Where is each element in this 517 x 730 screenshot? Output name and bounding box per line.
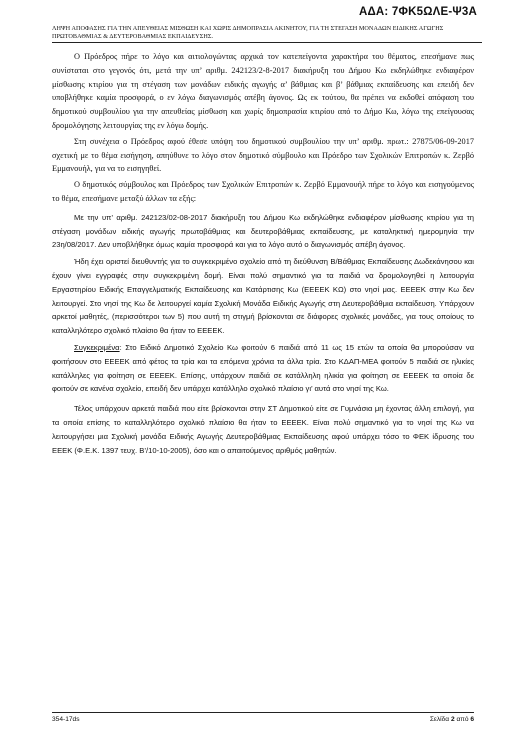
paragraph-councillor: Ο δημοτικός σύμβουλος και Πρόεδρος των Σχολικών Επιτροπών κ. Ζερβό Εμμανουήλ πήρε το λόγο και εισηγούμενος το θέμα, επεσήμανε μεταξύ άλλων τα εξής:: [52, 180, 474, 203]
document-body: [52, 50, 474, 463]
document-code: 354-17ds: [52, 716, 80, 723]
paragraph-conclusion: Τέλος υπάρχουν αρκετά παιδιά που είτε βρίσκονται στην ΣΤ Δημοτικού είτε σε Γυμνάσια μη έχοντας άλλη επιλογή, για τα οποία επίσης το καταλληλότερο σχολικό πλαίσιο θα ήταν το ΕΕΕΕΚ. Είναι πολύ σημαντικό για το νησί της Κω να λειτουργήσει μια Σχολική μονάδα Ειδικής Αγωγής Δευτεροβάθμιας Εκπαίδευσης αφού υπάρχει τόσο το ΦΕΚ ίδρυσης του ΕΕΕΚ (Φ.Ε.Κ. 1397 τευχ. Β’/10-10-2005), όσο και ο απαιτούμενος αριθμός μαθητών.: [52, 404, 474, 455]
specifics-label: Συγκεκριμένα: [74, 342, 120, 352]
paragraph-tender: Με την υπ’ αριθμ. 242123/02-08-2017 διακήρυξη του Δήμου Κω εκδηλώθηκε ενδιαφέρον μίσθωσης κτιρίου για τη στέγαση μονάδων ειδικής αγωγής πρωτοβάθμιας και δευτεροβάθμιας εκπαίδευσης, με καταληκτική ημερομηνία την 23η/08/2017. Δεν υποβλήθηκε όμως καμία προσφορά και για το λόγο αυτό ο διαγωνισμός απέβη άγονος.: [52, 212, 474, 250]
paragraph-urgency: Ο Πρόεδρος πήρε το λόγο και αιτιολογώντας αρχικά τον κατεπείγοντα χαρακτήρα του θέματος, επεσήμανε πως συνίσταται στο γεγονός ότι, μετά την υπ’ αριθμ. 242123/2-8-2017 διακήρυξη του Δήμου Κω εκδηλώθηκε ενδιαφέρον μίσθωσης κτιρίου για τη στέγαση των μονάδων ειδικής αγωγής α’ βάθμιας και β’ βάθμιας εκπαίδευσης και επειδή δεν υποβλήθηκε καμία προσφορά, ο εν λόγω διαγωνισμός απέβη άγονος. Ως εκ τούτου, θα πρέπει να εκδοθεί απόφαση του δημοτικού συμβουλίου για την απευθείας μίσθωση και χωρίς δημοπρασία κτιρίου από το Δήμο Κω, λόγω της επείγουσας δρομολόγησης λειτουργίας της εν λόγω δομής.: [52, 52, 474, 130]
specifics-text: : Στο Ειδικό Δημοτικό Σχολείο Κω φοιτούν 6 παιδιά από 11 ως 15 ετών τα οποία θα μπορούσαν να φοιτήσουν στο ΕΕΕΕΚ από φέτος τα τρία και τα επόμενα χρόνια τα άλλα τρία. Στο ΚΔΑΠ-ΜΕΑ φοιτούν 5 παιδιά σε ηλικίες κατάλληλες για φοίτηση σε ΕΕΕΕΚ. Επίσης, υπάρχουν παιδιά σε κατάλληλη ηλικία για φοίτηση σε ΕΕΕΕΚ τα οποία δε φοιτούν σε κανένα σχολείο, επειδή δεν υπάρχει κατάλληλο σχολικό πλαίσιο γι’ αυτά στο νησί της Κω.: [52, 342, 474, 394]
page-number: Σελίδα 2 από 6: [429, 716, 474, 723]
page-footer: [52, 712, 474, 723]
ada-code: ΑΔΑ: 7ΦΚ5ΩΛΕ-Ψ3Α: [358, 6, 477, 18]
paragraph-president: Στη συνέχεια ο Πρόεδρος αφού έθεσε υπόψη του δημοτικού συμβουλίου την υπ’ αριθμ. πρωτ.: 27875/06-09-2017 σχετική με το θέμα εισήγηση, απηύθυνε το λόγο στον δημοτικό σύμβουλο και Πρόεδρο των Σχολικών Επιτροπών κ. Ζερβό Εμμανουήλ, για να το εισηγηθεί.: [52, 136, 474, 174]
page-current: 2: [450, 716, 455, 723]
paragraph-specifics: [52, 341, 474, 396]
paragraph-school-director: Ήδη έχει οριστεί διευθυντής για το συγκεκριμένο σχολείο από τη διεύθυνση Β/Βάθμιας Εκπαίδευσης Δωδεκάνησου και έχουν γίνει εγγραφές στην συγκεκριμένη δομή. Είναι πολύ σημαντικό για τα παιδιά να δρομολογηθεί η λειτουργία Εργαστηρίου Ειδικής Επαγγελματικής Εκπαίδευσης και Κατάρτισης Κω (ΕΕΕΕΚ ΚΩ) στο νησί μας. ΕΕΕΕΚ στην Κω δεν λειτουργεί. Στο νησί της Κω δε λειτουργεί καμία Σχολική Μονάδα Ειδικής Αγωγής στη Δευτεροβάθμια εκπαίδευση. Υπάρχουν αρκετοί μαθητές, (περισσότεροι των 5) που αυτή τη στιγμή βρίσκονται σε διάφορες σχολικές μονάδες, για τους οποίους το καταλληλότερο σχολικό πλαίσιο θα ήταν το ΕΕΕΕΚ.: [52, 257, 474, 336]
document-subject-header: ΛΗΨΗ ΑΠΟΦΑΣΗΣ ΓΙΑ ΤΗΝ ΑΠΕΥΘΕΙΑΣ ΜΙΣΘΩΣΗ ΚΑΙ ΧΩΡΙΣ ΔΗΜΟΠΡΑΣΙΑ ΑΚΙΝΗΤΟΥ, ΓΙΑ ΤΗ ΣΤΕΓΑΣΗ ΜΟΝΑΔΩΝ ΕΙΔΙΚΗΣ ΑΓΩΓΗΣ ΠΡΩΤΟΒΑΘΜΙΑΣ & ΔΕΥΤΕΡΟΒΑΘΜΙΑΣ ΕΚΠΑΙΔΕΥΣΗΣ.: [52, 25, 482, 43]
page-total: 6: [470, 716, 474, 723]
